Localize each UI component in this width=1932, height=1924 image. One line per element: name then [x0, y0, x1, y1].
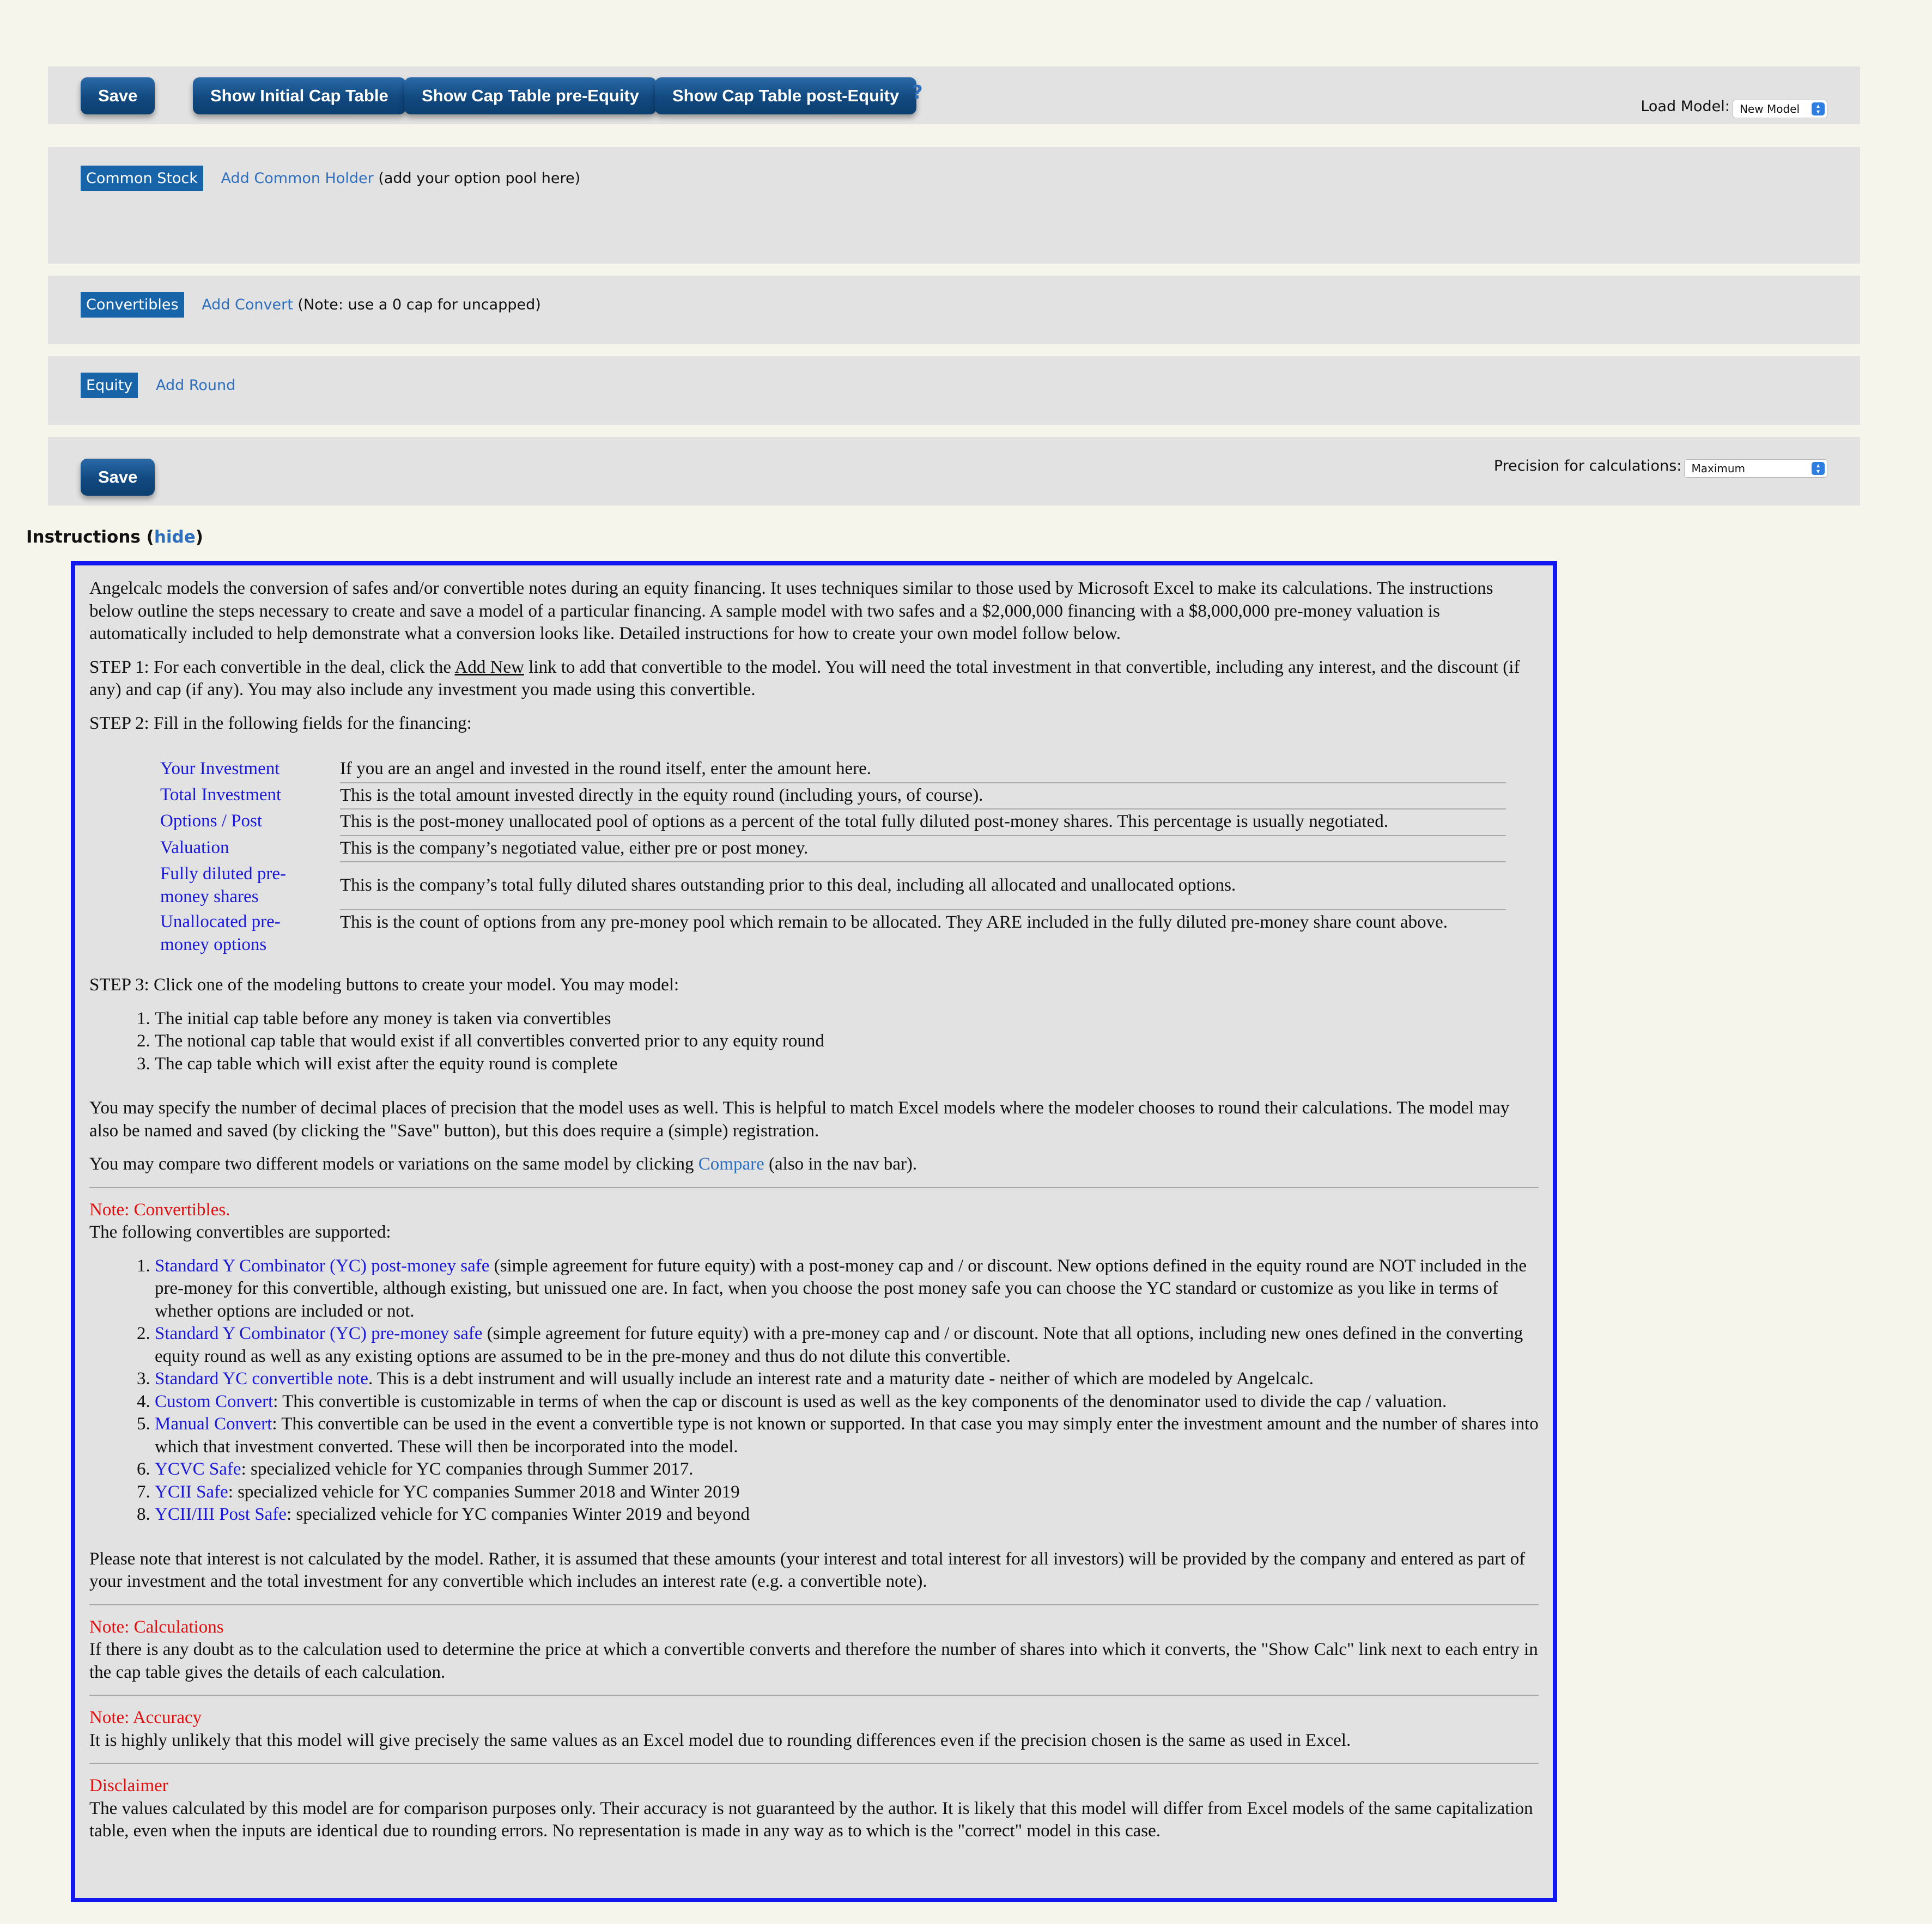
convertible-type-link[interactable]: Standard Y Combinator (YC) post-money safe: [155, 1256, 490, 1276]
save-button[interactable]: Save: [81, 77, 155, 114]
disclaimer-text: The values calculated by this model are for comparison purposes only. Their accuracy is not guaranteed by the author. It is likely that this model will differ from Excel models of the same capitalization table, even when the inputs are identical due to rounding errors. No representation is made in any way as to which is the "correct" model in this case.: [89, 1798, 1533, 1841]
load-model-value: New Model: [1739, 102, 1800, 115]
add-common-holder-link[interactable]: Add Common Holder: [221, 170, 374, 187]
compare-link[interactable]: Compare: [698, 1154, 764, 1174]
bottom-save-button[interactable]: Save: [81, 459, 155, 496]
note-convertibles-title: Note: Convertibles.: [89, 1200, 230, 1220]
table-row: [160, 836, 1506, 862]
equity-tag: Equity: [81, 373, 138, 398]
toolbar-panel: [48, 66, 1860, 124]
common-note: (add your option pool here): [378, 170, 581, 187]
help-link[interactable]: ?: [912, 82, 923, 103]
list-item: [155, 1391, 1539, 1414]
field-desc: If you are an angel and invested in the round itself, enter the amount here.: [340, 759, 871, 778]
convertible-type-desc: : This convertible can be used in the event a convertible type is not known or supported. In that case you may simply enter the investment amount and the number of shares into which that investment converted. These will then be incorporated into the model.: [155, 1414, 1539, 1457]
select-arrows-icon: ▴ ▾: [1812, 462, 1825, 475]
list-item: 1. The initial cap table before any money is taken via convertibles: [155, 1008, 1539, 1031]
precision-label: Precision for calculations:: [1493, 458, 1682, 474]
field-desc: This is the company’s negotiated value, either pre or post money.: [340, 836, 1506, 862]
precision-value: Maximum: [1691, 461, 1745, 475]
disclaimer-title: Disclaimer: [89, 1776, 168, 1795]
paren-open: (: [140, 527, 154, 547]
instructions-title: Instructions: [26, 527, 141, 547]
convertible-type-link[interactable]: Custom Convert: [155, 1391, 274, 1411]
paren-close: ): [195, 527, 203, 547]
field-name: Valuation: [160, 837, 229, 857]
convertibles-list: [89, 1255, 1539, 1526]
precision-select[interactable]: [1684, 459, 1827, 478]
note-calculations-title: Note: Calculations: [89, 1617, 224, 1637]
fields-table: [160, 757, 1506, 958]
list-item: [155, 1368, 1539, 1391]
field-name: Options / Post: [160, 811, 263, 831]
step3-paragraph: STEP 3: Click one of the modeling buttons to create your model. You may model:: [89, 975, 679, 995]
divider: [89, 1604, 1539, 1605]
list-item: [155, 1255, 1539, 1323]
compare-text-b: (also in the nav bar).: [764, 1154, 918, 1174]
convertible-type-desc: (simple agreement for future equity) with a post-money cap and / or discount. New options defined in the equity round are NOT included in the pre-money for this convertible, although existing, but unissued one are. In fact, when you choose the post money safe you can choose the YC standard or customize as you like in terms of whether options are included or not.: [155, 1256, 1527, 1321]
convertible-type-desc: : specialized vehicle for YC companies Winter 2019 and beyond: [286, 1505, 750, 1524]
note-accuracy-title: Note: Accuracy: [89, 1708, 202, 1727]
convertible-type-link[interactable]: Manual Convert: [155, 1414, 272, 1434]
add-new-link[interactable]: Add New: [454, 657, 524, 677]
convertible-type-desc: (simple agreement for future equity) with a pre-money cap and / or discount. Note that all options, including new ones defined in the converting equity round as well as any existing options are assumed to be in the pre-money and thus do not dilute this convertible.: [155, 1324, 1523, 1366]
list-item: [155, 1458, 1539, 1481]
table-row: [160, 910, 1506, 958]
list-item: [155, 1503, 1539, 1526]
convertible-type-desc: : specialized vehicle for YC companies through Summer 2017.: [241, 1459, 694, 1479]
divider: [89, 1695, 1539, 1696]
divider: [89, 1187, 1539, 1188]
field-desc: This is the total amount invested directly in the equity round (including yours, of course).: [340, 783, 1506, 809]
table-row: [160, 783, 1506, 809]
field-desc: This is the post-money unallocated pool of options as a percent of the total fully diluted post-money shares. This percentage is usually negotiated.: [340, 809, 1506, 836]
convertible-type-link[interactable]: YCII/III Post Safe: [155, 1505, 287, 1524]
step1-paragraph: [89, 656, 1539, 702]
convertibles-tag: Convertibles: [81, 292, 184, 318]
convertible-type-desc: : This convertible is customizable in terms of when the cap or discount is used as well as the key components of the denominator used to divide the cap / valuation.: [273, 1391, 1447, 1411]
show-initial-cap-table-button[interactable]: Show Initial Cap Table: [193, 77, 406, 114]
instructions-box: [71, 561, 1557, 1902]
convertibles-panel: [48, 276, 1860, 344]
step3-list: [89, 1008, 1539, 1076]
convertible-type-link[interactable]: Standard Y Combinator (YC) pre-money safe: [155, 1324, 483, 1343]
convertible-type-link[interactable]: YCVC Safe: [155, 1459, 241, 1479]
step1-text-a: STEP 1: For each convertible in the deal, click the: [89, 657, 455, 677]
list-item: 3. The cap table which will exist after the equity round is complete: [155, 1053, 1539, 1076]
note-calculations-text: If there is any doubt as to the calculation used to determine the price at which a convertible converts and therefore the number of shares into which it converts, the "Show Calc" link next to each entry in the cap table gives the details of each calculation.: [89, 1640, 1538, 1682]
common-stock-panel: [48, 147, 1860, 264]
convertible-type-desc: . This is a debt instrument and will usually include an interest rate and a maturity date - neither of which are modeled by Angelcalc.: [368, 1369, 1314, 1389]
convertible-type-link[interactable]: YCII Safe: [155, 1482, 228, 1502]
add-convert-link[interactable]: Add Convert: [202, 296, 293, 313]
table-row: [160, 862, 1506, 910]
field-name: Your Investment: [160, 759, 280, 778]
divider: [89, 1763, 1539, 1764]
convertible-type-link[interactable]: Standard YC convertible note: [155, 1369, 368, 1389]
step1-text-b: link to add that convertible to the model. You will need the total investment in that convertible, including any interest, and the discount (if any) and cap (if any). You may also include any investment you made using this convertible.: [89, 657, 1520, 699]
note-accuracy-text: It is highly unlikely that this model will give precisely the same values as an Excel model due to rounding differences even if the precision chosen is the same as used in Excel.: [89, 1730, 1351, 1750]
field-name: Fully diluted pre-money shares: [160, 864, 286, 906]
load-model-control: [1641, 98, 1827, 118]
field-name: Total Investment: [160, 784, 282, 805]
load-model-label: Load Model:: [1641, 98, 1730, 115]
list-item: [155, 1323, 1539, 1368]
instructions-heading: [26, 527, 203, 547]
load-model-select[interactable]: [1733, 100, 1827, 118]
table-row: [160, 809, 1506, 836]
bottom-panel: [48, 437, 1860, 506]
list-item: 2. The notional cap table that would exist if all convertibles converted prior to any equity round: [155, 1030, 1539, 1053]
table-row: [160, 757, 1506, 783]
hide-instructions-link[interactable]: hide: [154, 527, 196, 547]
convertible-type-desc: : specialized vehicle for YC companies Summer 2018 and Winter 2019: [228, 1482, 740, 1502]
precision-paragraph: You may specify the number of decimal places of precision that the model uses as well. This is helpful to match Excel models where the modeler chooses to round their calculations. The model may also be named and saved (by clicking the "Save" button), but this does require a (simple) registration.: [89, 1098, 1510, 1141]
intro-paragraph: Angelcalc models the conversion of safes and/or convertible notes during an equity financing. It uses techniques similar to those used by Microsoft Excel to make its calculations. The instructions below outline the steps necessary to create and save a model of a particular financing. A sample model with two safes and a $2,000,000 financing with a $8,000,000 pre-money valuation is automatically included to help demonstrate what a conversion looks like. Detailed instructions for how to create your own model follow below.: [89, 579, 1493, 643]
convertibles-note: (Note: use a 0 cap for uncapped): [297, 296, 541, 313]
show-cap-table-post-equity-button[interactable]: Show Cap Table post-Equity: [655, 77, 916, 114]
field-name: Unallocated pre-money options: [160, 912, 281, 954]
field-desc: This is the count of options from any pre-money pool which remain to be allocated. They ARE included in the fully diluted pre-money share count above.: [340, 910, 1506, 958]
note-convertibles-intro: The following convertibles are supported:: [89, 1222, 391, 1242]
list-item: [155, 1481, 1539, 1504]
add-round-link[interactable]: Add Round: [155, 377, 236, 394]
equity-panel: [48, 356, 1860, 425]
interest-paragraph: Please note that interest is not calculated by the model. Rather, it is assumed that these amounts (your interest and total interest for all investors) will be provided by the company and entered as part of your investment and the total investment for any convertible which includes an interest rate (e.g. a convertible note).: [89, 1549, 1526, 1591]
compare-paragraph: [89, 1153, 1539, 1176]
show-cap-table-pre-equity-button[interactable]: Show Cap Table pre-Equity: [404, 77, 657, 114]
compare-text-a: You may compare two different models or variations on the same model by clicking: [89, 1154, 698, 1174]
select-arrows-icon: ▴ ▾: [1812, 102, 1825, 115]
step2-paragraph: STEP 2: Fill in the following fields for the financing:: [89, 713, 472, 733]
common-stock-tag: Common Stock: [81, 166, 203, 191]
precision-control: [1494, 458, 1827, 478]
list-item: [155, 1413, 1539, 1458]
field-desc: This is the company’s total fully diluted shares outstanding prior to this deal, including all allocated and unallocated options.: [340, 862, 1506, 910]
